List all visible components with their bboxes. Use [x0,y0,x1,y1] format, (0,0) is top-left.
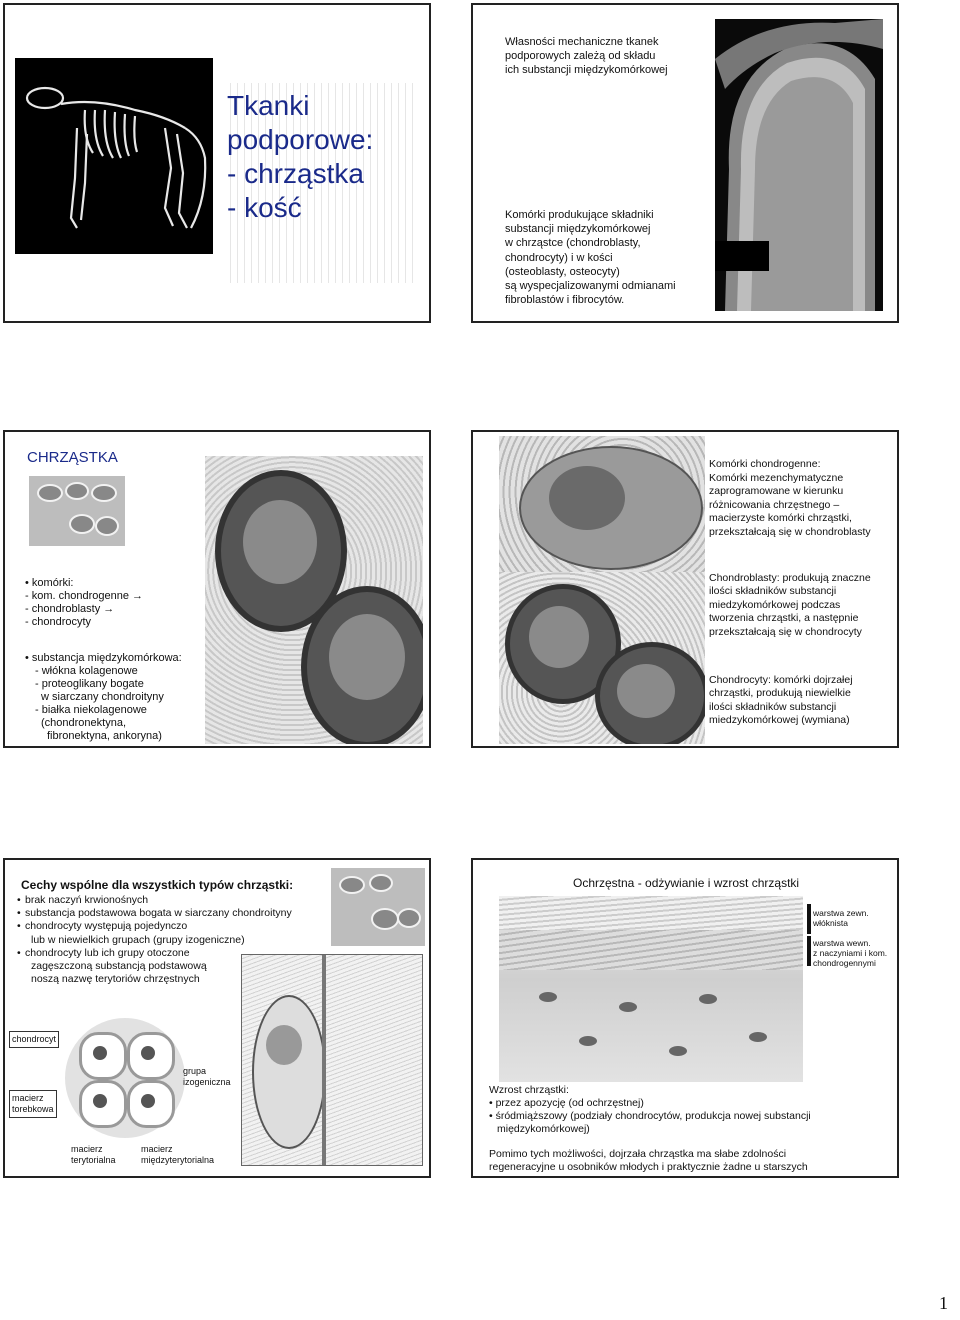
slide-1-title [227,89,373,225]
text-line: Komórki chondrogenne: [709,458,821,470]
label-outer-layer: warstwa zewn. włóknista [813,908,869,928]
feature-item: • brak naczyń krwionośnych [17,894,337,907]
cells-list [25,577,143,629]
slide-6-title: Ochrzęstna - odżywianie i wzrost chrząstki [573,876,800,890]
label-inner-layer: warstwa wewn. z naczyniami i kom. chondrogennymi [813,938,888,968]
feature-item: • substancja podstawowa bogata w siarczany chondroityny [17,907,337,920]
label-macierz-terytorialna: macierz terytorialna [71,1144,116,1165]
matrix-heading: • substancja międzykomórkowa: [25,652,182,664]
cartilage-thumb [29,476,125,546]
label-macierz-miedzy: macierz międzyterytorialna [141,1144,215,1165]
perichondrium-micrograph [499,896,803,1082]
label-chondrocyt: chondrocyt [9,1031,59,1048]
slide-2-heading [505,35,668,77]
label-macierz-torebkowa: macierz torebkowa [9,1090,57,1118]
bracket-1 [807,904,811,934]
bracket-2 [807,936,811,966]
heading-line: ich substancji międzykomórkowej [505,64,668,76]
growth-title: Wzrost chrząstki: [489,1084,569,1096]
growth-item: • śródmiąższowy (podziały chondrocytów, produkcja nowej substancji [489,1110,811,1122]
growth-item: międzykomórkowej) [497,1123,590,1135]
slide-3 [3,430,431,748]
matrix-line: - białka niekolagenowe [35,704,147,716]
body-line: fibroblastów i fibrocytów. [505,294,625,307]
text-line: chrząstki, produkują niewielkie [709,687,851,700]
feature-item: • chondrocyty występują pojedynczo [17,920,337,933]
slide-2-body [505,208,676,307]
label-grupa: grupa izogeniczna [183,1066,231,1087]
feature-item: zagęszczoną substancją podstawową [31,960,207,973]
chondrogenic-text [709,458,871,540]
growth-item: • przez apozycję (od ochrzęstnej) [489,1097,644,1109]
slide-5 [3,858,431,1178]
growth-section [489,1084,811,1136]
title-line: - kość [227,192,302,223]
body-line: są wyspecjalizowanymi odmianami [505,280,676,293]
body-line: w chrząstce (chondroblasty, [505,237,641,250]
text-line: różnicowania chrzęstnego – [709,498,840,511]
matrix-line: fibronektyna, ankoryna) [47,730,162,742]
bone-section-image [715,19,883,311]
chondrocyte-text [709,674,853,728]
heading-line: podporowych zależą od składu [505,50,656,62]
text-line: tworzenia chrząstki, a następnie [709,612,859,625]
slide-2 [471,3,899,323]
text-line: zaprogramowane w kierunku [709,485,844,498]
feature-item: noszą nazwę terytoriów chrzęstnych [31,973,200,986]
matrix-line: - włókna kolagenowe [35,665,138,677]
cell-line: - chondrocyty [25,616,92,628]
text-line: przekształcają się w chondroblasty [709,525,871,538]
title-line: podporowe: [227,124,374,155]
chondroblast-text [709,572,871,639]
chondroblast-micrograph [205,456,423,744]
text-line: Chondrocyty: komórki dojrzałej [709,674,853,686]
text-line: ilości składników substancji [709,700,837,713]
text-line: ilości składników substancji [709,585,837,598]
matrix-list [25,652,182,743]
page-number: 1 [939,1293,948,1313]
slide-1 [3,3,431,323]
text-line: Komórki mezenchymatyczne [709,471,844,484]
body-line: substancji międzykomórkowej [505,223,651,236]
chondrogenic-micrograph [499,436,705,576]
cartilage-thumb-2 [331,868,425,946]
slide-6 [471,858,899,1178]
text-line: macierzyste komórki chrząstki, [709,512,852,525]
slide-4 [471,430,899,748]
text-line: przekształcają się w chondrocyty [709,625,862,638]
feature-item: lub w niewielkich grupach (grupy izogeniczne) [31,933,245,946]
body-line: chondrocyty) i w kości [505,251,613,264]
regeneration-text: Pomimo tych możliwości, dojrzała chrząstka ma słabe zdolności regeneracyjne u osobników młodych i praktycznie żadne u starszych [489,1148,808,1173]
matrix-line: w siarczany chondroityny [41,691,164,703]
feature-item: • chondrocyty lub ich grupy otoczone [17,947,337,960]
title-line: Tkanki [227,90,310,121]
cell-line: - chondroblasty → [25,603,115,615]
cell-line: - kom. chondrogenne → [25,590,144,602]
body-line: Komórki produkujące składniki [505,209,654,221]
matrix-line: (chondronektyna, [41,717,126,729]
slide-3-title: CHRZĄSTKA [27,449,118,466]
title-line: - chrząstka [227,158,364,189]
heading-line: Własności mechaniczne tkanek [505,36,659,48]
isogenic-group-diagram [65,1018,185,1138]
body-line: (osteoblasty, osteocyty) [505,265,620,278]
cartilage-3d-block [241,954,423,1166]
chondrocyte-micrograph [499,572,705,744]
text-line: miedzykomórkowej (wymiana) [709,714,850,727]
cells-heading: • komórki: [25,577,74,589]
text-line: miedzykomórkowej podczas [709,598,841,611]
text-line: Chondroblasty: produkują znaczne [709,572,871,584]
slide-5-title: Cechy wspólne dla wszystkich typów chrząstki: [21,878,294,892]
dog-skeleton-image [15,58,213,254]
matrix-line: - proteoglikany bogate [35,678,144,690]
